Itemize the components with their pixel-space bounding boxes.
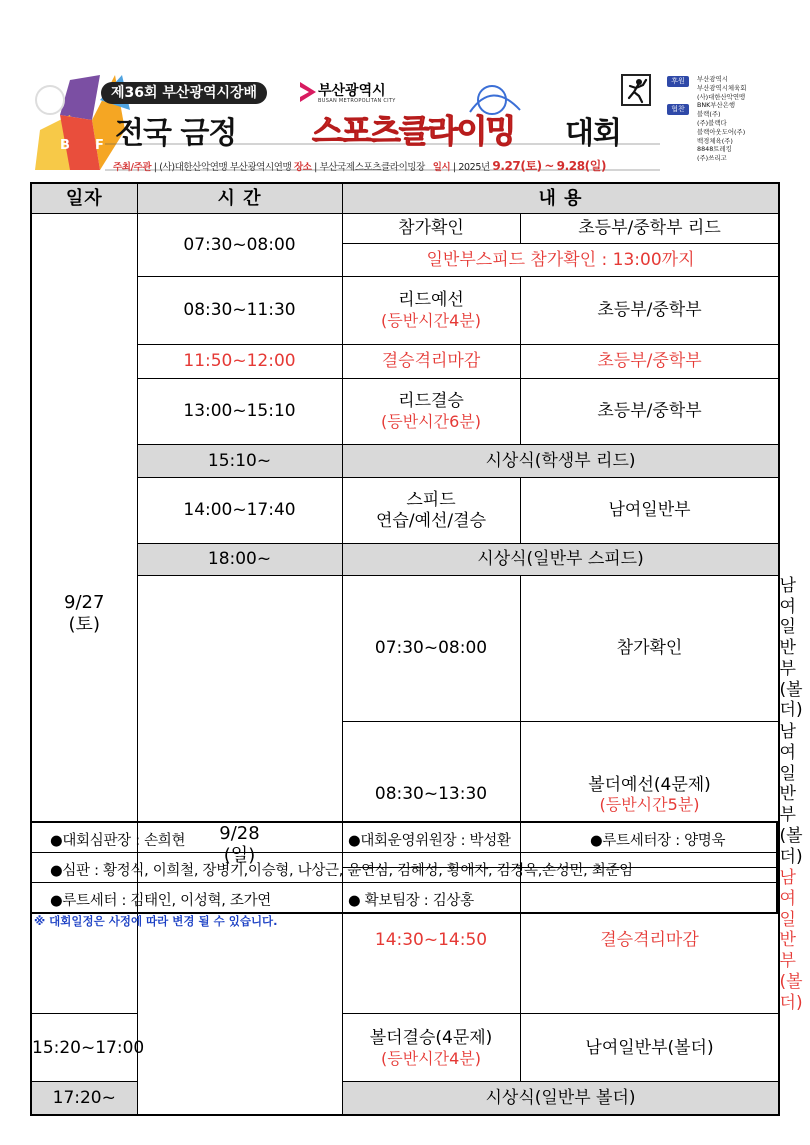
table-row [31, 478, 779, 544]
group-cell: 초등부/중학부 [520, 345, 779, 379]
schedule-table [30, 182, 803, 1116]
event-cell: 결승격리마감 [342, 345, 520, 379]
staff-row-setters [31, 883, 777, 914]
sponsor-item: 부산광역시 [697, 75, 728, 83]
date-separator: ~ [544, 159, 555, 173]
group-cell: 남여일반부(볼더) [520, 1014, 779, 1082]
sponsor-tag-support: 후원 [667, 76, 689, 87]
day1-date: 9/27 [64, 591, 105, 613]
venue-value: 부산국제스포츠클라이밍장 [319, 162, 425, 173]
table-header-row [31, 183, 779, 214]
table-row [31, 214, 779, 244]
time-cell: 08:30~13:30 [342, 722, 520, 868]
venue-label: 장소 [293, 162, 312, 173]
sponsor-item: 백경체육(주) [697, 136, 733, 145]
climb-time-note: (등반시간4분) [381, 311, 481, 331]
climber-icon [621, 74, 651, 106]
time-cell: 08:30~11:30 [137, 277, 342, 345]
logo-letter-b: B [60, 138, 70, 153]
time-cell: 07:30~08:00 [137, 214, 342, 277]
time-cell: 07:30~08:00 [342, 576, 520, 722]
event-label: 리드예선 [398, 290, 464, 311]
staff-table [30, 821, 778, 914]
busan-city-logo-icon [300, 82, 316, 102]
sponsor-item: (사)대한산악연맹 [697, 92, 746, 101]
header-content: 내 용 [342, 183, 779, 214]
sponsor-item: 8848트레킹 [697, 145, 732, 154]
ceremony-cell: 시상식(학생부 리드) [342, 445, 779, 478]
staff-row [31, 822, 777, 853]
event-cell [342, 1014, 520, 1082]
sponsor-item: BNK부산은행 [697, 101, 736, 110]
schedule-change-note: ※ 대회일정은 사정에 따라 변경 될 수 있습니다. [34, 914, 278, 928]
staff-row [31, 883, 777, 914]
time-cell: 14:30~14:50 [342, 868, 520, 1014]
staff-row-judges [31, 853, 777, 883]
climb-time-note: (등반시간4분) [381, 1048, 481, 1068]
banner-title-part1: 전국 금정 [115, 116, 237, 151]
sponsor-item: (주)쓰리고 [697, 154, 727, 163]
sponsor-tag-cosponsor: 협찬 [667, 104, 689, 115]
time-cell: 17:20~ [31, 1082, 137, 1115]
event-label: 볼더결승(4문제) [369, 1027, 493, 1048]
host-value: (사)대한산악연맹 부산광역시연맹 [159, 162, 292, 173]
time-cell: 18:00~ [137, 544, 342, 576]
judges-list: ●심판 : 황정식, 이희철, 장병기,이승형, 나상근, 윤연심, 김혜성, 황애자, 김경옥,손성민, 최준임 [50, 863, 633, 879]
event-cell: 참가확인 [520, 576, 779, 722]
banner-title-part3: 대회 [565, 116, 621, 151]
group-cell: 초등부/중학부 리드 [520, 214, 779, 244]
table-row [31, 445, 779, 478]
date-start: 9.27(토) [492, 159, 542, 173]
date-year: 2025년 [458, 162, 490, 173]
event-cell [342, 277, 520, 345]
date-end: 9.28(일) [556, 159, 607, 173]
group-cell: 남여일반부 [520, 478, 779, 544]
event-label: 볼더예선(4문제) [588, 774, 711, 795]
ceremony-cell: 시상식(일반부 볼더) [342, 1082, 779, 1115]
logo-letter-f: F [95, 138, 104, 153]
event-label-line2: 연습/예선/결승 [376, 510, 486, 531]
route-setter-chief: ●루트세터장 : 양명욱 [590, 833, 726, 849]
sponsor-item: 블랙아웃도어(주) [697, 127, 746, 136]
table-row: 08:30~13:30 볼더예선(4문제) (등반시간5분) 남여일반부(볼더) [31, 722, 779, 868]
banner-title-part2: 스포츠클라이밍 [312, 112, 515, 150]
route-setters-list: ●루트세터 : 김태인, 이성혁, 조가연 [50, 893, 271, 909]
security-chief: ● 확보팀장 : 김상홍 [348, 893, 474, 909]
table-row [31, 345, 779, 379]
group-cell: 초등부/중학부 [520, 379, 779, 445]
header-date: 일자 [31, 183, 137, 214]
table-row: 14:30~14:50 결승격리마감 남여일반부(볼더) [31, 868, 779, 1014]
event-cell [342, 379, 520, 445]
header-time: 시 간 [137, 183, 342, 214]
notice-cell: 일반부스피드 참가확인 : 13:00까지 [342, 244, 779, 277]
staff-row [31, 853, 777, 883]
day2-date: 9/28 [219, 823, 260, 844]
climb-time-note: (등반시간5분) [599, 795, 700, 815]
sponsor-item: (주)블랙다 [697, 118, 727, 127]
table-row: 9/28 (일) 07:30~08:00 참가확인 남여일반부(볼더) [31, 576, 779, 722]
event-label: 스피드 [406, 489, 456, 510]
date-label: 일시 [432, 162, 451, 173]
climb-time-note: (등반시간6분) [381, 412, 481, 432]
event-cell: 참가확인 [342, 214, 520, 244]
day1-weekday: (토) [68, 613, 100, 635]
chief-judge: ●대회심판장 : 손희현 [50, 833, 186, 849]
host-label: 주최/주관 [113, 162, 152, 173]
banner-city-name: 부산광역시 [318, 83, 386, 99]
sponsor-list [697, 75, 787, 163]
table-row [31, 277, 779, 345]
time-cell: 13:00~15:10 [137, 379, 342, 445]
event-label: 리드결승 [398, 391, 464, 412]
time-cell: 11:50~12:00 [137, 345, 342, 379]
event-cell [342, 478, 520, 544]
time-cell: 14:00~17:40 [137, 478, 342, 544]
banner-city-name-en: BUSAN METROPOLITAN CITY [318, 98, 396, 104]
time-cell: 15:10~ [137, 445, 342, 478]
banner-info-line: 주최/주관 | (사)대한산악연맹 부산광역시연맹 장소 | 부산국제스포츠클라이밍장 일시 | 2025년 9.27(토) ~ 9.28(일) [113, 159, 607, 173]
sponsor-item: 블랙(주) [697, 110, 721, 119]
ceremony-cell: 시상식(일반부 스피드) [342, 544, 779, 576]
day2-weekday: (일) [223, 844, 256, 866]
staff-row-leads [31, 822, 777, 853]
group-cell: 초등부/중학부 [520, 277, 779, 345]
time-cell: 15:20~17:00 [31, 1014, 137, 1082]
sponsor-item: 부산광역시체육회 [697, 83, 747, 92]
table-row [31, 544, 779, 576]
committee-chair: ●대회운영위원장 : 박성환 [348, 833, 511, 849]
banner-edition: 제36회 부산광역시장배 [101, 82, 267, 104]
table-row [31, 379, 779, 445]
event-cell: 결승격리마감 [520, 868, 779, 1014]
